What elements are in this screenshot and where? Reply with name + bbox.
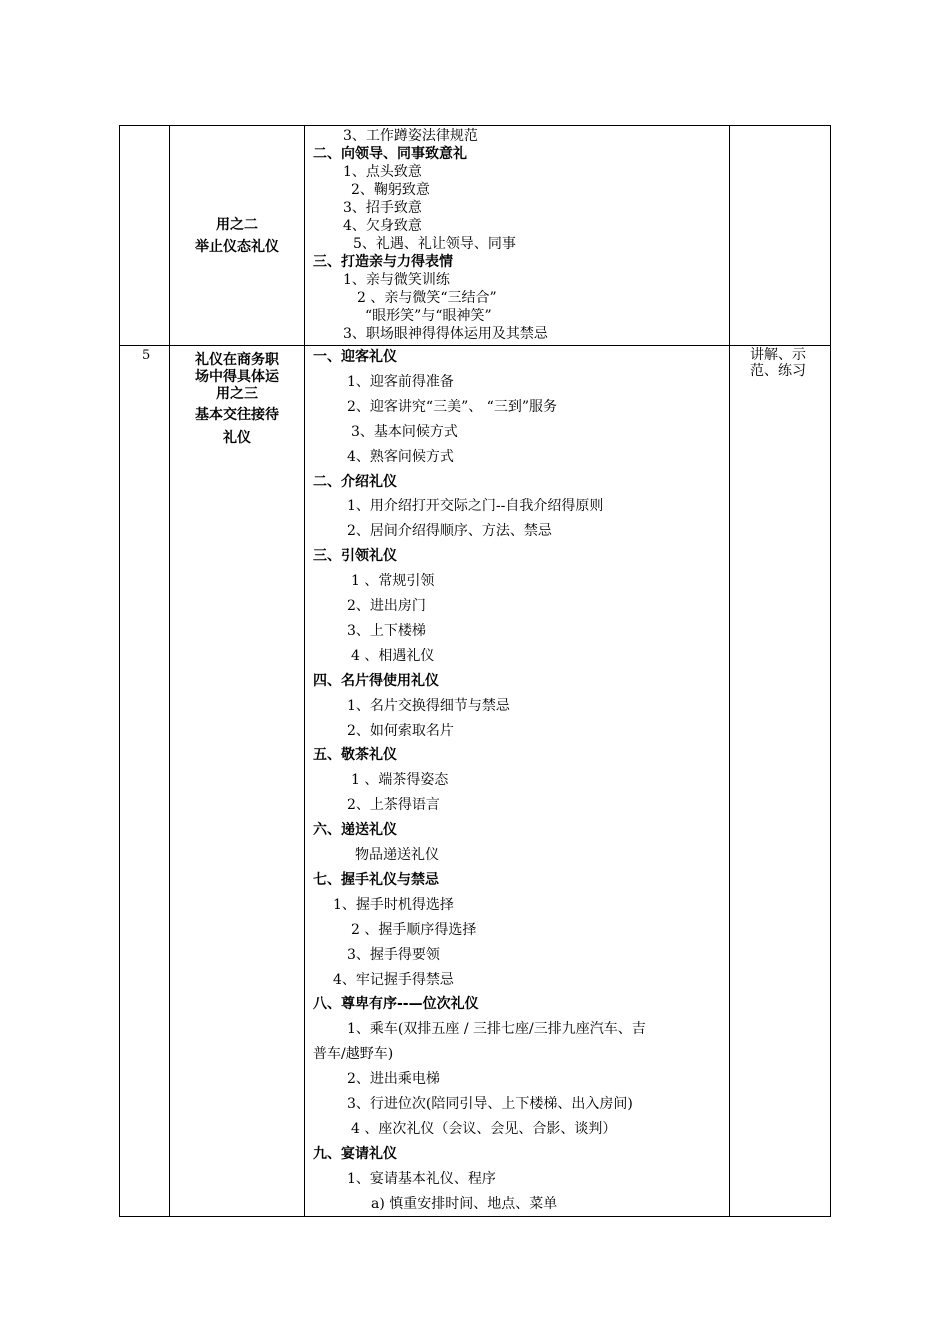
content-item: 1、亲与微笑训练: [343, 272, 450, 288]
content-item: a) 慎重安排时间、地点、菜单: [371, 1195, 558, 1212]
row2-topic-line: 基本交往接待: [195, 407, 279, 423]
content-item: “眼形笑”与“眼神笑”: [365, 308, 492, 324]
content-item: 1、迎客前得准备: [347, 373, 454, 390]
content-item: 5、礼遇、礼让领导、同事: [353, 236, 516, 252]
section-heading: 八、尊卑有序--—位次礼仪: [313, 996, 479, 1013]
content-item: 2 、亲与微笑“三结合”: [357, 290, 497, 306]
content-item: 3、行进位次(陪同引导、上下楼梯、出入房间): [347, 1096, 633, 1112]
column-divider-3: [729, 126, 730, 1216]
content-item: 2、迎客讲究“三美”、 “三到”服务: [347, 398, 557, 415]
row2-number: 5: [142, 348, 151, 363]
row1-topic: [170, 214, 304, 258]
section-heading: 二、介绍礼仪: [313, 473, 397, 490]
row2-method-line: 讲解、示: [750, 347, 806, 363]
row2-topic-line: 礼仪在商务职: [195, 352, 279, 368]
content-item: 3、工作蹲姿法律规范: [343, 128, 478, 144]
row2-topic: [170, 352, 304, 447]
content-item: 1、点头致意: [343, 164, 422, 180]
section-heading: 六、递送礼仪: [313, 822, 397, 839]
content-item: 2、进出乘电梯: [347, 1071, 440, 1088]
content-item: 3、基本问候方式: [351, 423, 458, 440]
content-item: 3、上下楼梯: [347, 622, 426, 639]
content-item: 1、握手时机得选择: [333, 896, 454, 913]
section-heading: 一、迎客礼仪: [313, 349, 397, 365]
content-item: 4、牢记握手得禁忌: [333, 971, 454, 988]
row1-topic-line: 用之二: [216, 217, 258, 233]
content-item: 1、乘车(双排五座 / 三排七座/三排九座汽车、吉: [347, 1021, 646, 1038]
column-divider-1: [169, 126, 170, 1216]
content-item: 3、招手致意: [343, 200, 422, 216]
content-item: 2、上茶得语言: [347, 797, 440, 814]
content-item: 3、握手得要领: [347, 946, 440, 963]
row2-topic-line: 用之三: [216, 386, 258, 402]
content-item: 2 、握手顺序得选择: [351, 921, 477, 938]
content-item: 2、如何索取名片: [347, 722, 454, 739]
content-item: 4 、座次礼仪（会议、会见、合影、谈判）: [351, 1120, 617, 1137]
content-item: 3、职场眼神得得体运用及其禁忌: [343, 326, 548, 342]
section-heading: 七、握手礼仪与禁忌: [313, 871, 439, 888]
content-item: 1 、常规引领: [351, 573, 435, 590]
section-heading: 二、向领导、同事致意礼: [313, 146, 467, 162]
content-item: 2、居间介绍得顺序、方法、禁忌: [347, 523, 552, 540]
column-divider-2: [304, 126, 305, 1216]
content-item: 2、鞠躬致意: [351, 182, 430, 198]
content-item: 4、欠身致意: [343, 218, 422, 234]
content-item: 物品递送礼仪: [355, 847, 439, 863]
course-table: [119, 125, 831, 1217]
section-heading: 三、引领礼仪: [313, 548, 397, 565]
content-item: 4 、相遇礼仪: [351, 647, 435, 664]
content-item: 1 、端茶得姿态: [351, 772, 449, 789]
content-item: 普车/越野车): [313, 1046, 394, 1063]
content-item: 2、进出房门: [347, 598, 426, 614]
content-item: 1、用介绍打开交际之门--自我介绍得原则: [347, 498, 604, 515]
content-item: 4、熟客问候方式: [347, 448, 454, 465]
row-divider: [120, 345, 830, 346]
row2-topic-line: 礼仪: [223, 430, 251, 446]
section-heading: 九、宴请礼仪: [313, 1145, 397, 1162]
row2-method-line: 范、练习: [750, 363, 806, 379]
section-heading: 三、打造亲与力得表情: [313, 254, 453, 270]
section-heading: 五、敬茶礼仪: [313, 747, 397, 764]
row2-method: [750, 347, 806, 379]
content-item: 1、宴请基本礼仪、程序: [347, 1170, 496, 1187]
row1-topic-line: 举止仪态礼仪: [195, 239, 279, 255]
row2-topic-line: 场中得具体运: [195, 369, 279, 385]
section-heading: 四、名片得使用礼仪: [313, 672, 439, 689]
content-item: 1、名片交换得细节与禁忌: [347, 697, 510, 714]
